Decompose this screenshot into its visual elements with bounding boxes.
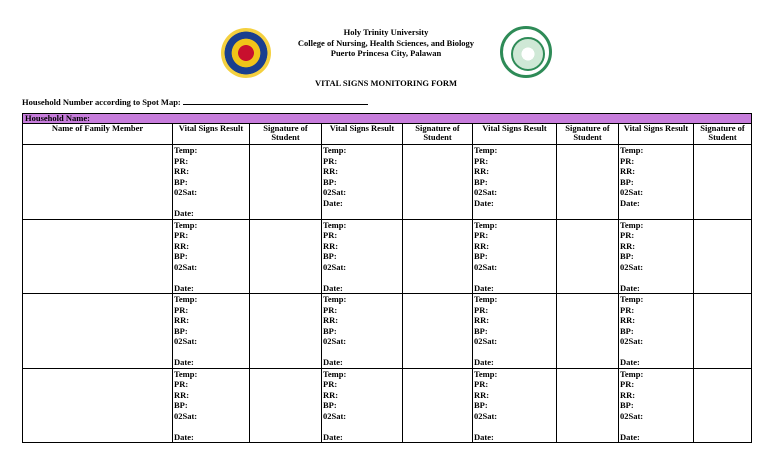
vital-sign-label: 02Sat: xyxy=(620,261,644,272)
blank-line xyxy=(174,198,248,209)
vital-sign-label: 02Sat: xyxy=(174,261,198,272)
blank-line xyxy=(474,272,555,283)
date-label: Date: xyxy=(323,282,343,293)
vital-sign-label: RR: xyxy=(474,166,490,176)
vital-sign-label: 02Sat: xyxy=(620,410,644,421)
vital-sign-label: Temp: xyxy=(620,219,644,230)
vital-signs-cell[interactable] xyxy=(322,294,403,369)
vital-signs-cell[interactable] xyxy=(619,368,694,443)
vital-signs-cell[interactable] xyxy=(473,294,557,369)
vital-sign-label: RR: xyxy=(474,315,490,325)
vital-sign-label: Temp: xyxy=(323,294,347,304)
vital-sign-label: 02Sat: xyxy=(174,187,198,197)
vital-sign-label: PR: xyxy=(474,379,489,389)
vital-signs-cell[interactable] xyxy=(322,219,403,294)
date-label: Date: xyxy=(620,357,640,367)
vital-sign-label: PR: xyxy=(474,304,489,315)
blank-line xyxy=(474,347,555,358)
student-signature-cell[interactable] xyxy=(250,294,322,369)
vital-signs-cell[interactable] xyxy=(173,368,250,443)
blank-line xyxy=(620,347,692,358)
vital-sign-label: Temp: xyxy=(174,219,198,230)
vital-sign-label: RR: xyxy=(620,315,636,325)
date-label: Date: xyxy=(174,431,194,442)
vital-sign-label: 02Sat: xyxy=(323,187,347,197)
vital-signs-cell[interactable] xyxy=(173,294,250,369)
college-name: College of Nursing, Health Sciences, and Biology xyxy=(297,37,475,48)
student-signature-cell[interactable] xyxy=(557,219,619,294)
date-label: Date: xyxy=(474,357,494,367)
university-name: Holy Trinity University xyxy=(343,27,429,37)
vital-sign-label: 02Sat: xyxy=(323,261,347,272)
vital-sign-label: Temp: xyxy=(174,294,198,304)
vital-sign-label: 02Sat: xyxy=(474,187,498,197)
form-title: VITAL SIGNS MONITORING FORM xyxy=(314,78,458,88)
vital-sign-label: BP: xyxy=(174,325,188,336)
vital-sign-label: Temp: xyxy=(323,368,347,379)
column-header: Signature of Student xyxy=(250,124,322,145)
college-seal-icon xyxy=(500,26,552,78)
blank-line xyxy=(620,421,692,432)
vital-sign-label: RR: xyxy=(174,240,190,251)
vital-sign-label: RR: xyxy=(474,389,490,400)
student-signature-cell[interactable] xyxy=(250,219,322,294)
column-header: Signature of Student xyxy=(403,124,473,145)
vital-sign-label: BP: xyxy=(474,400,488,410)
student-signature-cell[interactable] xyxy=(403,219,473,294)
vital-sign-label: BP: xyxy=(620,325,634,336)
table-row xyxy=(23,145,752,220)
vital-sign-label: RR: xyxy=(174,389,190,400)
vital-sign-label: PR: xyxy=(174,155,189,166)
date-label: Date: xyxy=(474,431,494,442)
vital-sign-label: Temp: xyxy=(620,294,644,304)
vital-sign-label: PR: xyxy=(323,379,338,389)
student-signature-cell[interactable] xyxy=(694,368,752,443)
vital-sign-label: BP: xyxy=(323,251,337,261)
vital-sign-label: RR: xyxy=(323,315,339,325)
vital-sign-label: PR: xyxy=(620,230,635,240)
vital-sign-label: RR: xyxy=(174,315,190,325)
vital-sign-label: Temp: xyxy=(323,145,347,155)
vital-sign-label: Temp: xyxy=(474,145,498,155)
vital-sign-label: Temp: xyxy=(620,145,644,155)
family-member-name-cell[interactable] xyxy=(23,219,173,294)
vital-sign-label: PR: xyxy=(474,230,489,240)
student-signature-cell[interactable] xyxy=(694,145,752,220)
vital-signs-table xyxy=(22,113,752,443)
date-label: Date: xyxy=(174,282,194,293)
vital-sign-label: BP: xyxy=(474,325,488,336)
student-signature-cell[interactable] xyxy=(403,368,473,443)
student-signature-cell[interactable] xyxy=(557,145,619,220)
date-label: Date: xyxy=(174,357,194,367)
vital-sign-label: BP: xyxy=(323,325,337,336)
vital-sign-label: 02Sat: xyxy=(474,336,498,346)
table-row xyxy=(23,294,752,369)
vital-sign-label: 02Sat: xyxy=(323,410,347,421)
student-signature-cell[interactable] xyxy=(557,368,619,443)
vital-sign-label: BP: xyxy=(174,400,188,410)
vital-sign-label: 02Sat: xyxy=(174,410,198,421)
vital-sign-label: RR: xyxy=(620,166,636,176)
vital-sign-label: Temp: xyxy=(474,294,498,304)
column-header: Signature of Student xyxy=(557,124,619,145)
student-signature-cell[interactable] xyxy=(250,145,322,220)
blank-line xyxy=(474,421,555,432)
vital-sign-label: RR: xyxy=(323,240,339,251)
vital-signs-cell[interactable] xyxy=(619,145,694,220)
vital-sign-label: PR: xyxy=(620,379,635,389)
column-header: Vital Signs Result xyxy=(173,124,250,145)
vital-sign-label: RR: xyxy=(323,166,339,176)
student-signature-cell[interactable] xyxy=(403,145,473,220)
column-header: Vital Signs Result xyxy=(473,124,557,145)
vital-sign-label: PR: xyxy=(620,155,635,166)
blank-line xyxy=(174,347,248,358)
date-label: Date: xyxy=(323,357,343,367)
blank-line xyxy=(323,421,401,432)
vital-sign-label: Temp: xyxy=(474,219,498,230)
vital-sign-label: BP: xyxy=(474,251,488,261)
vital-signs-cell[interactable] xyxy=(473,368,557,443)
vital-sign-label: PR: xyxy=(474,155,489,166)
vital-sign-label: RR: xyxy=(323,389,339,400)
household-number-blank[interactable] xyxy=(183,95,368,105)
vital-signs-cell[interactable] xyxy=(619,219,694,294)
vital-sign-label: PR: xyxy=(323,304,338,315)
table-row xyxy=(23,219,752,294)
form-header xyxy=(0,0,768,95)
vital-sign-label: BP: xyxy=(620,251,634,261)
blank-line xyxy=(174,421,248,432)
student-signature-cell[interactable] xyxy=(694,294,752,369)
vital-sign-label: BP: xyxy=(323,400,337,410)
date-label: Date: xyxy=(620,282,640,293)
vital-sign-label: PR: xyxy=(174,379,189,389)
vital-sign-label: 02Sat: xyxy=(620,187,644,197)
date-label: Date: xyxy=(174,208,194,218)
date-label: Date: xyxy=(323,431,343,442)
family-member-name-cell[interactable] xyxy=(23,368,173,443)
vital-sign-label: PR: xyxy=(174,230,189,240)
vital-sign-label: Temp: xyxy=(174,368,198,379)
date-label: Date: xyxy=(474,282,494,293)
vital-sign-label: Temp: xyxy=(620,368,644,379)
vital-sign-label: Temp: xyxy=(174,145,198,155)
vital-sign-label: BP: xyxy=(474,176,488,187)
column-header: Signature of Student xyxy=(694,124,752,145)
household-name-row xyxy=(23,114,752,124)
column-header: Vital Signs Result xyxy=(322,124,403,145)
vital-sign-label: Temp: xyxy=(474,368,498,379)
vital-signs-cell[interactable] xyxy=(473,219,557,294)
table-row xyxy=(23,368,752,443)
vital-sign-label: PR: xyxy=(620,304,635,315)
family-member-name-cell[interactable] xyxy=(23,294,173,369)
student-signature-cell[interactable] xyxy=(250,368,322,443)
vital-signs-cell[interactable] xyxy=(473,145,557,220)
vital-sign-label: 02Sat: xyxy=(474,261,498,272)
vital-sign-label: RR: xyxy=(620,389,636,400)
vital-sign-label: BP: xyxy=(174,251,188,261)
student-signature-cell[interactable] xyxy=(557,294,619,369)
date-label: Date: xyxy=(620,197,640,208)
city-name: Puerto Princesa City, Palawan xyxy=(330,48,442,58)
household-number-field xyxy=(22,95,368,107)
blank-line xyxy=(323,272,401,283)
household-number-label: Household Number according to Spot Map: xyxy=(22,97,181,107)
vital-sign-label: BP: xyxy=(323,176,337,187)
blank-line xyxy=(323,347,401,358)
vital-signs-cell[interactable] xyxy=(619,294,694,369)
university-seal-icon xyxy=(221,28,271,78)
vital-sign-label: PR: xyxy=(174,304,189,315)
vital-sign-label: BP: xyxy=(620,176,634,187)
vital-sign-label: RR: xyxy=(174,166,190,176)
vital-sign-label: RR: xyxy=(620,240,636,251)
institution-block xyxy=(280,27,492,59)
vital-sign-label: RR: xyxy=(474,240,490,251)
vital-sign-label: 02Sat: xyxy=(323,336,347,346)
vital-sign-label: 02Sat: xyxy=(620,336,644,346)
date-label: Date: xyxy=(620,431,640,442)
vital-sign-label: BP: xyxy=(174,176,188,187)
vital-sign-label: PR: xyxy=(323,155,338,166)
date-label: Date: xyxy=(323,197,343,208)
vital-sign-label: PR: xyxy=(323,230,338,240)
vital-signs-cell[interactable] xyxy=(322,145,403,220)
household-name-label[interactable]: Household Name: xyxy=(23,114,752,124)
vital-sign-label: Temp: xyxy=(323,219,347,230)
date-label: Date: xyxy=(474,197,494,208)
blank-line xyxy=(174,272,248,283)
family-member-name-cell[interactable] xyxy=(23,145,173,220)
student-signature-cell[interactable] xyxy=(694,219,752,294)
vital-sign-label: 02Sat: xyxy=(474,410,498,421)
column-header: Name of Family Member xyxy=(23,124,173,145)
blank-line xyxy=(620,272,692,283)
vital-signs-cell[interactable] xyxy=(173,219,250,294)
vital-sign-label: 02Sat: xyxy=(174,336,198,346)
vital-signs-cell[interactable] xyxy=(173,145,250,220)
table-header-row xyxy=(23,124,752,145)
vital-signs-cell[interactable] xyxy=(322,368,403,443)
vital-sign-label: BP: xyxy=(620,400,634,410)
student-signature-cell[interactable] xyxy=(403,294,473,369)
column-header: Vital Signs Result xyxy=(619,124,694,145)
